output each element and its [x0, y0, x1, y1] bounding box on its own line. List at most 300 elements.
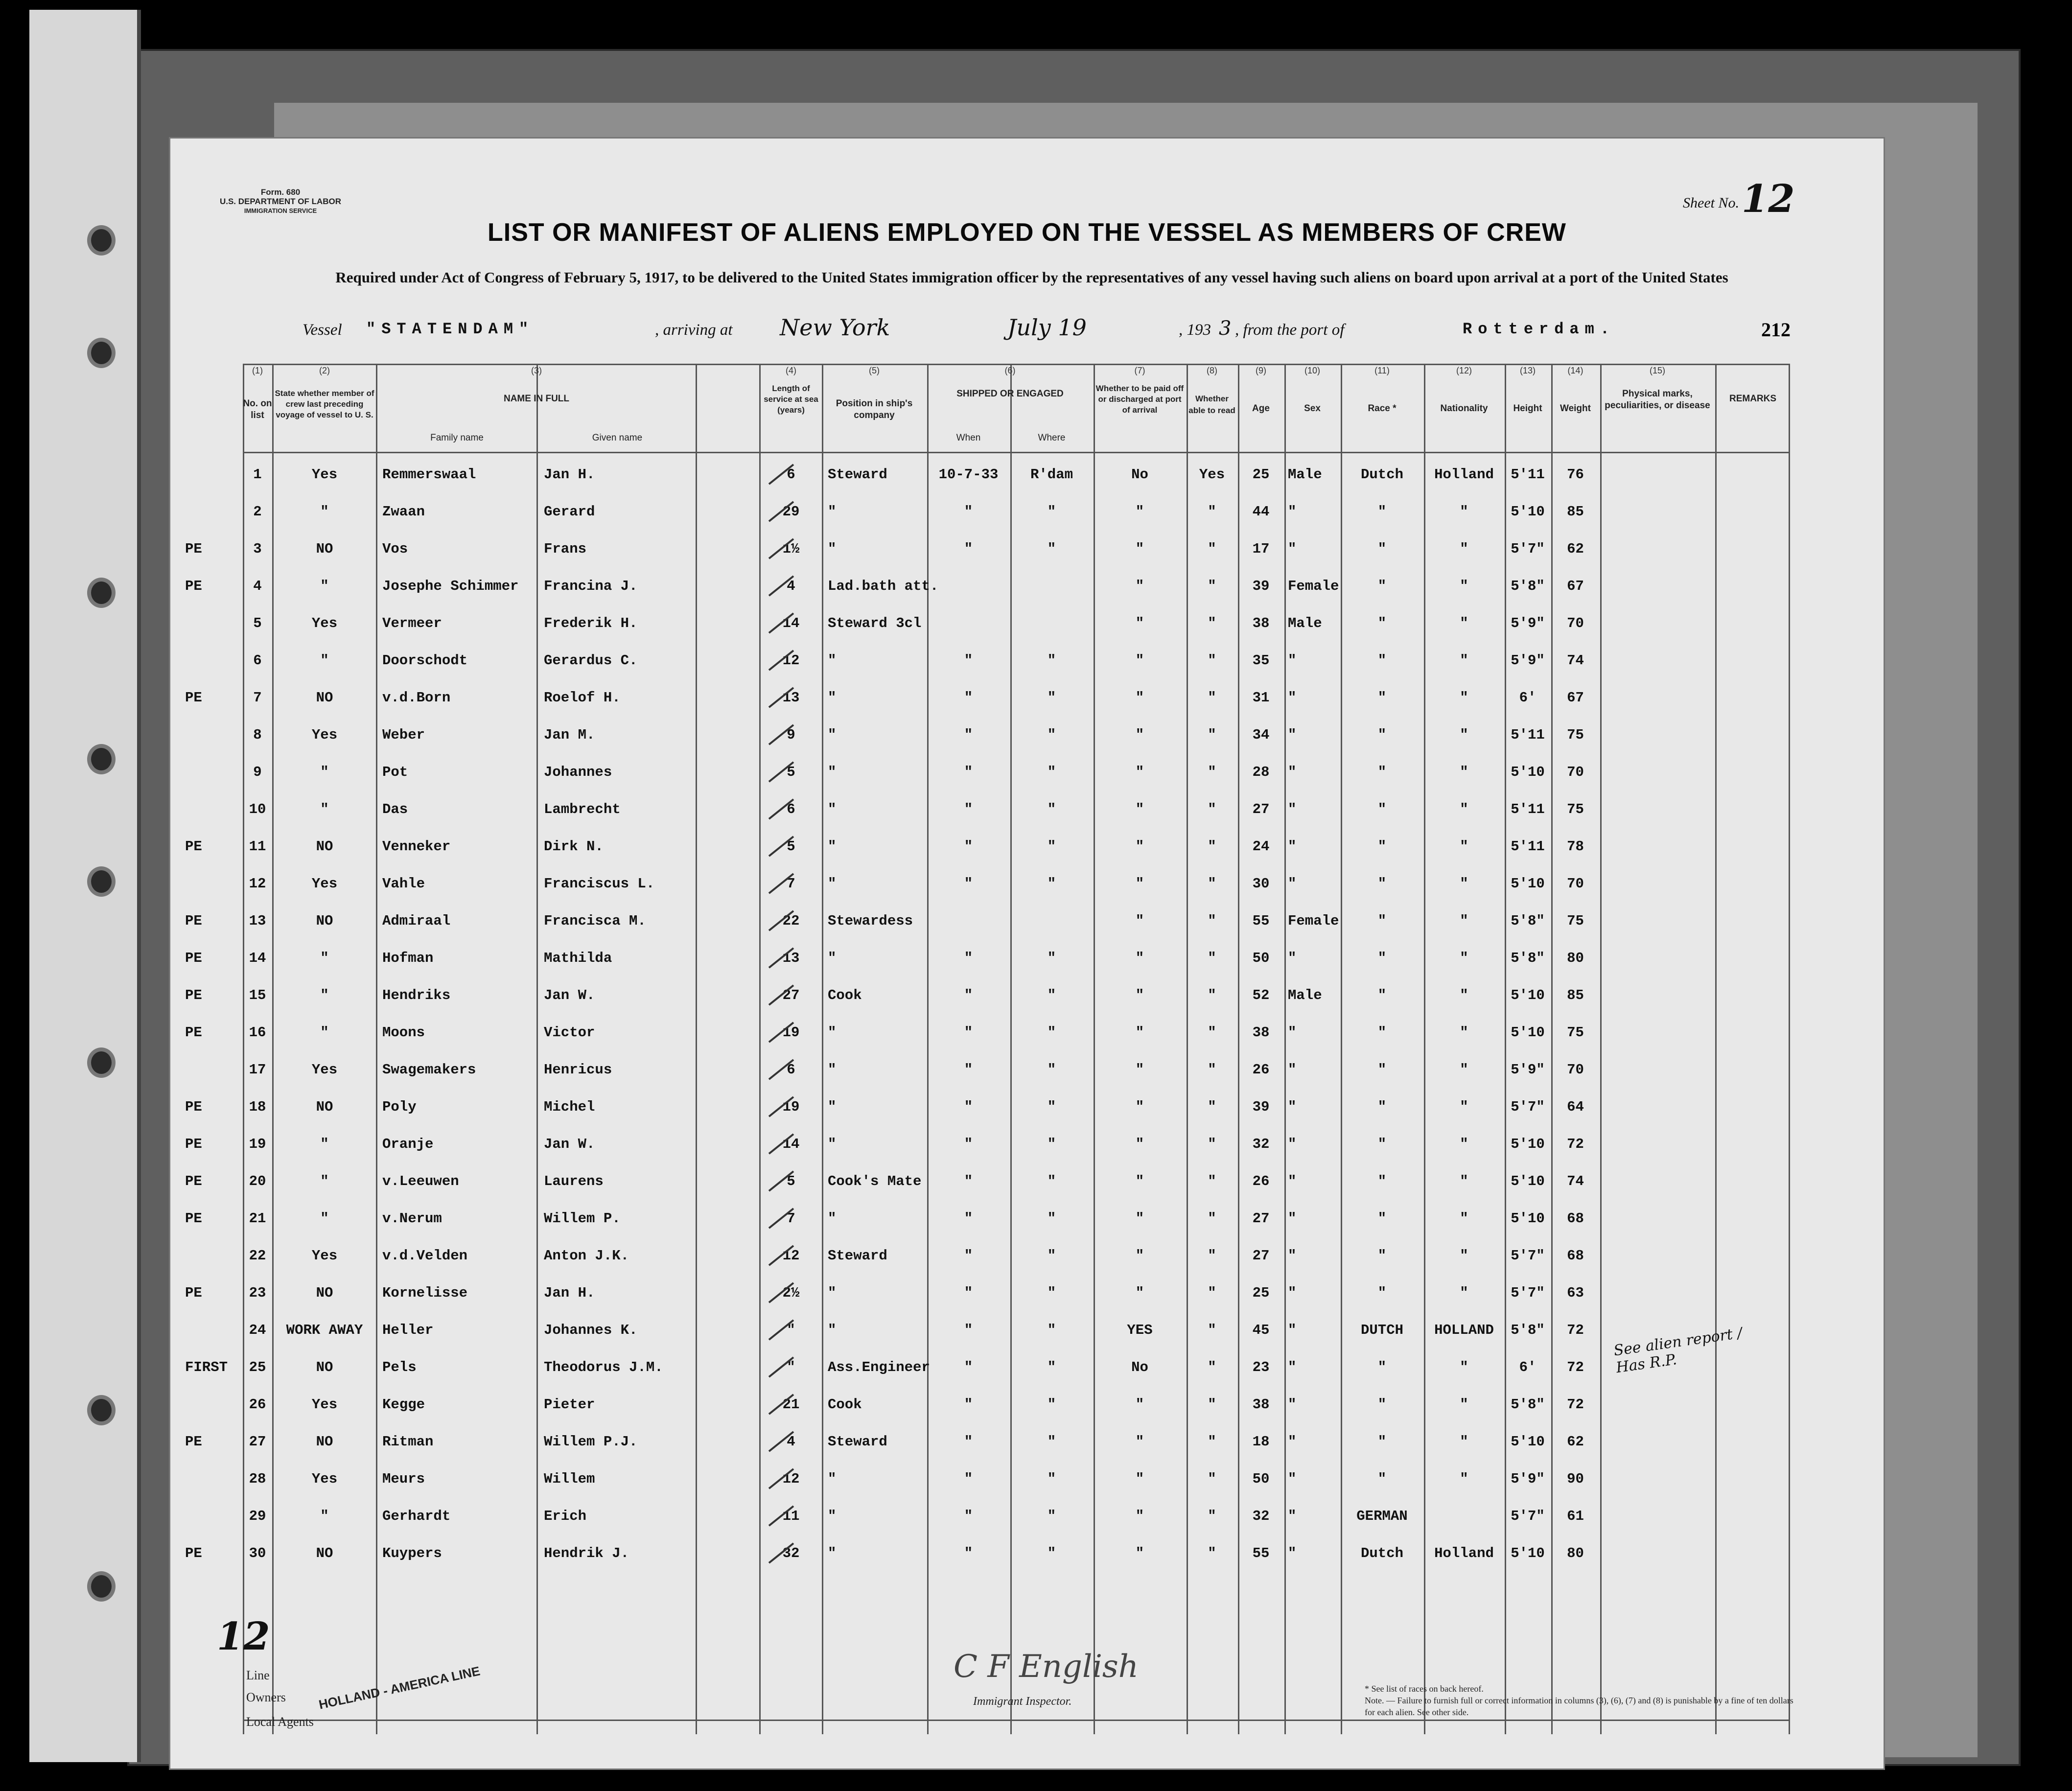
given-name: Lambrecht	[544, 801, 621, 817]
weight: 72	[1567, 1359, 1584, 1375]
shipped-where: "	[1047, 1359, 1056, 1375]
service-years: 6	[787, 466, 795, 483]
margin-mark: PE	[185, 838, 202, 855]
race: Dutch	[1360, 1545, 1403, 1561]
position: "	[828, 1545, 837, 1561]
shipped-where: "	[1047, 876, 1056, 892]
check-tick	[767, 1129, 796, 1159]
sex: "	[1288, 1210, 1297, 1227]
family-name: Kornelisse	[382, 1285, 468, 1301]
nationality: "	[1460, 541, 1468, 557]
height: 5'8"	[1511, 913, 1545, 929]
column-number: (9)	[1256, 366, 1266, 375]
shipped-when: "	[964, 541, 973, 557]
able-to-read: "	[1208, 1322, 1216, 1338]
given-name: Willem P.J.	[544, 1434, 638, 1450]
position: "	[828, 1322, 837, 1338]
weight: 85	[1567, 504, 1584, 520]
nationality: HOLLAND	[1434, 1322, 1494, 1338]
height: 5'10	[1511, 1024, 1545, 1041]
column-number: (11)	[1374, 366, 1390, 375]
service-years: 5	[787, 838, 795, 855]
position: "	[828, 1285, 837, 1301]
able-to-read: "	[1208, 876, 1216, 892]
check-tick	[767, 1241, 796, 1270]
race: "	[1377, 504, 1387, 520]
family-name: Poly	[382, 1099, 417, 1115]
service-years: 19	[782, 1099, 800, 1115]
table-row	[243, 1052, 1790, 1089]
weight: 70	[1567, 615, 1584, 631]
table-row	[185, 977, 1790, 1015]
age: 26	[1252, 1062, 1270, 1078]
hdr-remarks: REMARKS	[1729, 394, 1777, 404]
position: Cook's Mate	[828, 1173, 922, 1189]
table-row	[185, 1349, 1790, 1387]
position: "	[828, 1099, 837, 1115]
margin-mark: PE	[185, 987, 202, 1003]
height: 5'11	[1511, 466, 1545, 483]
paid-off: "	[1135, 1210, 1144, 1227]
check-tick	[767, 906, 796, 935]
weight: 75	[1567, 913, 1584, 929]
race: "	[1377, 1396, 1387, 1413]
agents-label: Local Agents	[246, 1715, 314, 1729]
given-name: Henricus	[544, 1062, 612, 1078]
race: "	[1377, 1210, 1387, 1227]
hdr-previous-voyage: State whether member of crew last preceding voyage of vessel to U. S.	[275, 389, 374, 419]
table-row	[185, 1126, 1790, 1163]
paid-off: "	[1135, 764, 1144, 780]
service-years: 7	[787, 876, 795, 892]
race: "	[1377, 727, 1387, 743]
position: "	[828, 950, 837, 966]
race: "	[1377, 764, 1387, 780]
able-to-read: "	[1208, 652, 1216, 669]
service-years: 14	[782, 615, 800, 631]
family-name: Moons	[382, 1024, 425, 1041]
shipped-when: "	[964, 1322, 973, 1338]
hdr-given: Given name	[592, 433, 643, 443]
hdr-nationality: Nationality	[1440, 403, 1488, 414]
family-name: Pot	[382, 764, 408, 780]
nationality: "	[1460, 727, 1468, 743]
given-name: Pieter	[544, 1396, 595, 1413]
position: "	[828, 541, 837, 557]
service-years: 13	[782, 690, 800, 706]
hdr-weight: Weight	[1560, 403, 1591, 414]
position: "	[828, 1024, 837, 1041]
paid-off: No	[1131, 466, 1148, 483]
position: "	[828, 801, 837, 817]
shipped-when: "	[964, 987, 973, 1003]
sheet-label: Sheet No.	[1683, 195, 1739, 211]
age: 50	[1252, 950, 1270, 966]
hdr-family: Family name	[430, 433, 484, 443]
able-to-read: "	[1208, 578, 1216, 594]
family-name: v.Leeuwen	[382, 1173, 459, 1189]
shipped-when: "	[964, 1359, 973, 1375]
able-to-read: "	[1208, 1396, 1216, 1413]
nationality: "	[1460, 950, 1468, 966]
previous-voyage: "	[320, 801, 329, 817]
service-years: 5	[787, 764, 795, 780]
shipped-when: "	[964, 1062, 973, 1078]
paid-off: "	[1135, 876, 1144, 892]
height: 5'10	[1511, 1136, 1545, 1152]
binder-hole	[87, 225, 116, 256]
page-number: 212	[1761, 319, 1791, 341]
age: 38	[1252, 1024, 1270, 1041]
weight: 68	[1567, 1248, 1584, 1264]
nationality: "	[1460, 1136, 1468, 1152]
age: 30	[1252, 876, 1270, 892]
age: 31	[1252, 690, 1270, 706]
shipped-where: "	[1047, 1062, 1056, 1078]
nationality: "	[1460, 1062, 1468, 1078]
height: 5'8"	[1511, 950, 1545, 966]
height: 5'9"	[1511, 1471, 1545, 1487]
crew-table	[185, 364, 1790, 1734]
arriving-port: New York	[780, 314, 890, 341]
service-years: 12	[782, 1248, 800, 1264]
given-name: Theodorus J.M.	[544, 1359, 663, 1375]
given-name: Dirk N.	[544, 838, 604, 855]
able-to-read: "	[1208, 1210, 1216, 1227]
shipped-when: "	[964, 1508, 973, 1524]
hdr-age: Age	[1252, 403, 1270, 414]
row-number: 2	[253, 504, 262, 520]
able-to-read: "	[1208, 764, 1216, 780]
race: "	[1377, 652, 1387, 669]
row-number: 16	[249, 1024, 266, 1041]
check-tick	[767, 943, 796, 973]
weight: 67	[1567, 578, 1584, 594]
nationality: "	[1460, 1396, 1468, 1413]
check-tick	[767, 720, 796, 749]
previous-voyage: "	[320, 1173, 329, 1189]
arriving-label: , arriving at	[655, 321, 733, 339]
service-years: 6	[787, 1062, 795, 1078]
binder-hole	[87, 1395, 116, 1425]
previous-voyage: NO	[316, 1434, 333, 1450]
paid-off: "	[1135, 950, 1144, 966]
check-tick	[767, 1092, 796, 1121]
paid-off: "	[1135, 1248, 1144, 1264]
weight: 72	[1567, 1322, 1584, 1338]
shipped-when: "	[964, 1024, 973, 1041]
age: 34	[1252, 727, 1270, 743]
paid-off: "	[1135, 615, 1144, 631]
shipped-when: "	[964, 764, 973, 780]
position: Steward 3cl	[828, 615, 922, 631]
given-name: Mathilda	[544, 950, 612, 966]
sex: "	[1288, 727, 1297, 743]
position: Stewardess	[828, 913, 913, 929]
paid-off: "	[1135, 801, 1144, 817]
previous-voyage: "	[320, 764, 329, 780]
row-number: 23	[249, 1285, 266, 1301]
shipped-when: "	[964, 727, 973, 743]
table-row	[243, 1238, 1790, 1275]
position: "	[828, 690, 837, 706]
margin-mark: PE	[185, 1285, 202, 1301]
sex: Female	[1288, 913, 1339, 929]
shipped-where: "	[1047, 727, 1056, 743]
check-tick	[767, 1018, 796, 1047]
family-name: Meurs	[382, 1471, 425, 1487]
margin-mark: PE	[185, 1173, 202, 1189]
shipped-when: "	[964, 652, 973, 669]
row-number: 22	[249, 1248, 266, 1264]
weight: 74	[1567, 1173, 1584, 1189]
sex: "	[1288, 1136, 1297, 1152]
race: "	[1377, 1024, 1387, 1041]
footnotes	[1365, 1683, 1795, 1718]
previous-voyage: Yes	[311, 1248, 338, 1264]
vessel-name: "STATENDAM"	[366, 320, 535, 338]
binder-hole	[87, 866, 116, 897]
shipped-where: "	[1047, 987, 1056, 1003]
service-years: 7	[787, 1210, 795, 1227]
line-stamp: HOLLAND - AMERICA LINE	[317, 1663, 482, 1712]
check-tick	[767, 683, 796, 712]
nationality: "	[1460, 578, 1468, 594]
shipped-where: "	[1047, 504, 1056, 520]
age: 25	[1252, 1285, 1270, 1301]
voyage-line	[303, 314, 1844, 347]
table-row	[243, 1312, 1790, 1349]
able-to-read: "	[1208, 987, 1216, 1003]
able-to-read: "	[1208, 541, 1216, 557]
shipped-where: "	[1047, 1545, 1056, 1561]
service-years: "	[787, 1322, 795, 1338]
height: 5'10	[1511, 1210, 1545, 1227]
weight: 62	[1567, 541, 1584, 557]
previous-voyage: NO	[316, 1359, 333, 1375]
race: "	[1377, 950, 1387, 966]
sex: Male	[1288, 615, 1322, 631]
race: "	[1377, 801, 1387, 817]
hdr-position: Position in ship's company	[836, 398, 913, 420]
nationality: "	[1460, 987, 1468, 1003]
sex: Male	[1288, 466, 1322, 483]
shipped-when: "	[964, 1210, 973, 1227]
shipped-where: "	[1047, 1396, 1056, 1413]
sex: "	[1288, 1322, 1297, 1338]
paid-off: "	[1135, 1024, 1144, 1041]
position: "	[828, 1210, 837, 1227]
paid-off: "	[1135, 690, 1144, 706]
able-to-read: "	[1208, 1024, 1216, 1041]
service-years: 9	[787, 727, 795, 743]
sex: "	[1288, 1434, 1297, 1450]
position: "	[828, 764, 837, 780]
paid-off: "	[1135, 727, 1144, 743]
previous-voyage: NO	[316, 913, 333, 929]
race: "	[1377, 987, 1387, 1003]
hdr-race: Race *	[1368, 403, 1397, 414]
hdr-height: Height	[1513, 403, 1542, 414]
shipped-when: 10-7-33	[938, 466, 999, 483]
nationality: "	[1460, 652, 1468, 669]
hdr-name: NAME IN FULL	[503, 394, 570, 404]
able-to-read: "	[1208, 801, 1216, 817]
family-name: Kuypers	[382, 1545, 442, 1561]
weight: 75	[1567, 727, 1584, 743]
shipped-where: "	[1047, 1508, 1056, 1524]
nationality: "	[1460, 1024, 1468, 1041]
family-name: Vahle	[382, 876, 425, 892]
height: 5'8"	[1511, 1322, 1545, 1338]
position: Cook	[828, 987, 862, 1003]
table-row	[243, 1461, 1790, 1498]
paid-off: No	[1131, 1359, 1148, 1375]
position: "	[828, 1471, 837, 1487]
given-name: Francina J.	[544, 578, 638, 594]
age: 18	[1252, 1434, 1270, 1450]
nationality: "	[1460, 913, 1468, 929]
from-port-label: , from the port of	[1235, 321, 1345, 339]
race: DUTCH	[1360, 1322, 1403, 1338]
binder-hole	[87, 1571, 116, 1602]
year-label: , 193	[1179, 321, 1211, 339]
weight: 75	[1567, 1024, 1584, 1041]
race: "	[1377, 1285, 1387, 1301]
given-name: Laurens	[544, 1173, 604, 1189]
paid-off: "	[1135, 1173, 1144, 1189]
binder-hole	[87, 1047, 116, 1078]
position: "	[828, 1062, 837, 1078]
table-top-rule	[243, 364, 1790, 365]
header-rule	[243, 452, 1790, 453]
given-name: Jan M.	[544, 727, 595, 743]
table-row	[243, 605, 1790, 643]
given-name: Hendrik J.	[544, 1545, 629, 1561]
paid-off: "	[1135, 504, 1144, 520]
shipped-where: R'dam	[1030, 466, 1073, 483]
table-row	[185, 680, 1790, 717]
paid-off: "	[1135, 1508, 1144, 1524]
service-years: 12	[782, 1471, 800, 1487]
check-tick	[767, 980, 796, 1010]
given-name: Willem	[544, 1471, 595, 1487]
given-name: Franciscus L.	[544, 876, 655, 892]
margin-mark: PE	[185, 690, 202, 706]
paid-off: "	[1135, 987, 1144, 1003]
height: 5'7"	[1511, 1508, 1545, 1524]
column-number: (10)	[1304, 366, 1320, 375]
position: "	[828, 1136, 837, 1152]
family-name: v.d.Velden	[382, 1248, 468, 1264]
given-name: Jan W.	[544, 987, 595, 1003]
row-number: 27	[249, 1434, 266, 1450]
family-name: Admiraal	[382, 913, 451, 929]
row-number: 26	[249, 1396, 266, 1413]
position: "	[828, 727, 837, 743]
margin-mark: PE	[185, 1136, 202, 1152]
height: 6'	[1519, 1359, 1537, 1375]
check-tick	[767, 1390, 796, 1419]
shipped-when: "	[964, 1434, 973, 1450]
able-to-read: "	[1208, 1062, 1216, 1078]
height: 5'10	[1511, 764, 1545, 780]
service: IMMIGRATION SERVICE	[244, 207, 317, 214]
table-row	[185, 1535, 1790, 1573]
sex: "	[1288, 1545, 1297, 1561]
age: 44	[1252, 504, 1270, 520]
shipped-when: "	[964, 504, 973, 520]
previous-voyage: NO	[316, 690, 333, 706]
able-to-read: "	[1208, 950, 1216, 966]
sex: Male	[1288, 987, 1322, 1003]
weight: 80	[1567, 950, 1584, 966]
row-number: 12	[249, 876, 266, 892]
shipped-when: "	[964, 690, 973, 706]
row-number: 10	[249, 801, 266, 817]
margin-mark: PE	[185, 950, 202, 966]
family-name: Hendriks	[382, 987, 451, 1003]
check-tick	[767, 794, 796, 824]
shipped-where: "	[1047, 690, 1056, 706]
footnote-races: * See list of races on back hereof.	[1365, 1684, 1484, 1694]
column-number: (1)	[252, 366, 263, 375]
sex: "	[1288, 950, 1297, 966]
family-name: Zwaan	[382, 504, 425, 520]
able-to-read: "	[1208, 504, 1216, 520]
column-number: (15)	[1649, 366, 1665, 375]
column-number: (6)	[1004, 366, 1016, 375]
check-tick	[767, 1538, 796, 1568]
paid-off: "	[1135, 578, 1144, 594]
inspector-label: Immigrant Inspector.	[973, 1695, 1072, 1708]
position: Ass.Engineer	[828, 1359, 930, 1375]
hdr-when: When	[956, 433, 981, 443]
shipped-where: "	[1047, 652, 1056, 669]
able-to-read: "	[1208, 1248, 1216, 1264]
position: Cook	[828, 1396, 862, 1413]
age: 24	[1252, 838, 1270, 855]
previous-voyage: "	[320, 504, 329, 520]
shipped-when: "	[964, 1099, 973, 1115]
age: 55	[1252, 1545, 1270, 1561]
table-row	[185, 568, 1790, 605]
race: "	[1377, 913, 1387, 929]
given-name: Gerard	[544, 504, 595, 520]
age: 55	[1252, 913, 1270, 929]
margin-mark: PE	[185, 1434, 202, 1450]
row-number: 7	[253, 690, 262, 706]
given-name: Roelof H.	[544, 690, 621, 706]
nationality: "	[1460, 838, 1468, 855]
able-to-read: "	[1208, 1173, 1216, 1189]
given-name: Johannes	[544, 764, 612, 780]
subtitle: Required under Act of Congress of February 5, 1917, to be delivered to the United States immigration officer by the representatives of any vessel having such aliens on board upon arrival at a port of the United States	[335, 269, 1728, 286]
shipped-where: "	[1047, 1136, 1056, 1152]
sheet-number: 12	[1742, 177, 1795, 221]
check-tick	[767, 1204, 796, 1233]
check-tick	[767, 1315, 796, 1345]
shipped-when: "	[964, 1173, 973, 1189]
paid-off: "	[1135, 1396, 1144, 1413]
shipped-when: "	[964, 1285, 973, 1301]
weight: 76	[1567, 466, 1584, 483]
weight: 67	[1567, 690, 1584, 706]
hdr-service: Length of service at sea (years)	[764, 384, 818, 415]
sex: "	[1288, 1471, 1297, 1487]
service-years: 5	[787, 1173, 795, 1189]
service-years: 2½	[782, 1285, 800, 1301]
